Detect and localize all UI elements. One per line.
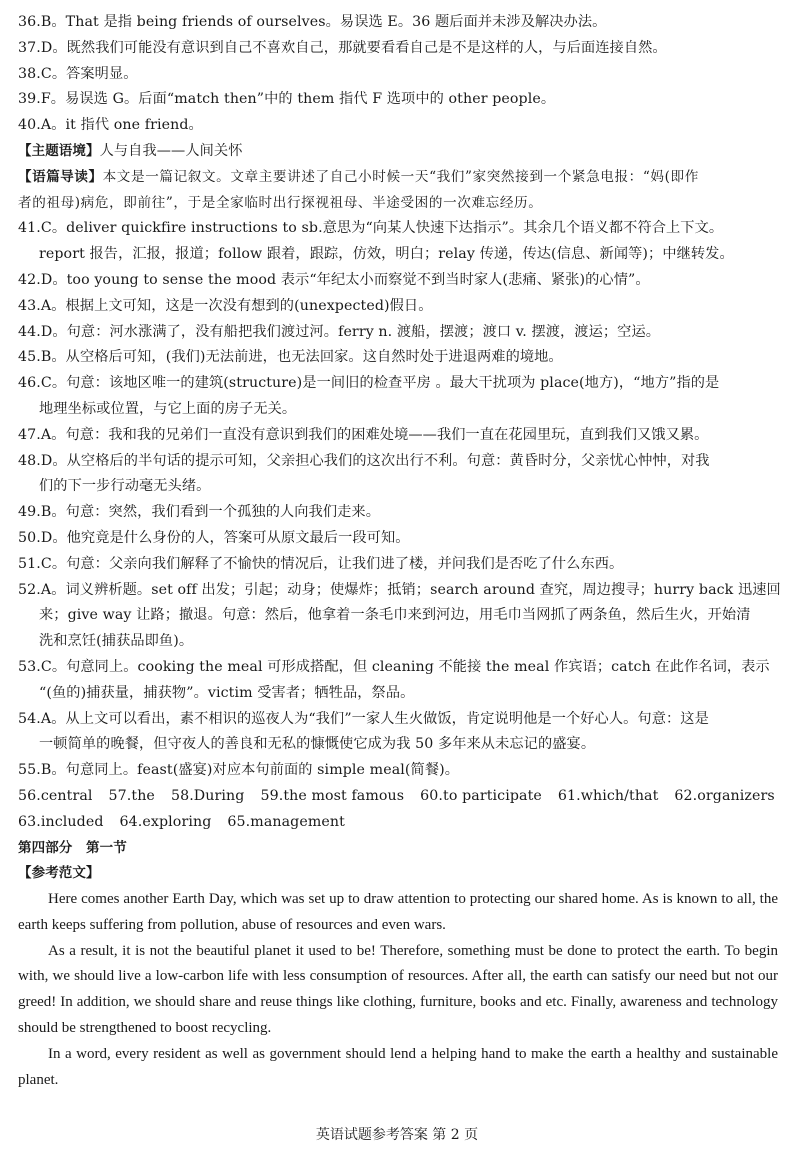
fill-answer-59: 59.the most famous (260, 787, 405, 804)
guide-label: 【语篇导读】 (18, 168, 103, 185)
fill-answer-63: 63.included (18, 813, 104, 830)
essay-paragraph-1: Here comes another Earth Day, which was set up to draw attention to protecting our shared home. As is known to all, the earth keeps suffering from pollution, abuse of resources and even wars. (18, 891, 778, 933)
answer-52-cont-2: 洗和烹饪(捕获品即鱼)。 (39, 633, 194, 650)
answer-46-cont: 地理坐标或位置，与它上面的房子无关。 (39, 400, 297, 417)
answer-38: 38.C。答案明显。 (18, 65, 138, 82)
answer-39: 39.F。易误选 G。后面“match then”中的 them 指代 F 选项中的 other people。 (18, 91, 556, 108)
answer-key-page (18, 10, 781, 1093)
theme-text: 人与自我——人间关怀 (99, 142, 243, 159)
answer-49: 49.B。句意：突然，我们看到一个孤独的人向我们走来。 (18, 504, 381, 521)
answer-43: 43.A。根据上文可知，这是一次没有想到的(unexpected)假日。 (18, 297, 433, 314)
answer-46: 46.C。句意：该地区唯一的建筑(structure)是一间旧的检查平房 。最大干扰项为 place(地方)，“地方”指的是 (18, 375, 720, 392)
answer-50: 50.D。他究竟是什么身份的人，答案可从原文最后一段可知。 (18, 529, 410, 546)
guide-line-1 (18, 165, 778, 191)
answer-44: 44.D。句意：河水涨满了，没有船把我们渡过河。ferry n. 渡船，摆渡；渡口 v. 摆渡，渡运；空运。 (18, 323, 661, 340)
fill-answers-row-1 (18, 784, 778, 810)
fill-answer-60: 60.to participate (420, 787, 542, 804)
sample-essay-label: 【参考范文】 (18, 865, 100, 882)
theme-context (18, 139, 778, 165)
answer-41: 41.C。deliver quickfire instructions to sb.意思为“向某人快速下达指示”。其余几个语义都不符合上下文。 (18, 220, 724, 237)
guide-text-1: 本文是一篇记叙文。文章主要讲述了自己小时候一天“我们”家突然接到一个紧急电报：“妈(即作 (102, 168, 699, 185)
answer-48-cont: 们的下一步行动毫无头绪。 (39, 478, 211, 495)
fill-answer-57: 57.the (108, 787, 155, 804)
fill-answer-58: 58.During (170, 787, 245, 804)
answer-42: 42.D。too young to sense the mood 表示“年纪太小而察觉不到当时家人(悲痛、紧张)的心情”。 (18, 271, 650, 288)
answer-45: 45.B。从空格后可知，(我们)无法前进，也无法回家。这自然时处于进退两难的境地。 (18, 349, 563, 366)
answer-48: 48.D。从空格后的半句话的提示可知，父亲担心我们的这次出行不利。句意：黄昏时分，父亲忧心忡忡，对我 (18, 452, 710, 469)
answer-55: 55.B。句意同上。feast(盛宴)对应本句前面的 simple meal(简餐)。 (18, 762, 460, 779)
answer-40: 40.A。it 指代 one friend。 (18, 117, 203, 134)
answer-37: 37.D。既然我们可能没有意识到自己不喜欢自己，那就要看看自己是不是这样的人，与后面连接自然。 (18, 39, 667, 56)
fill-answer-61: 61.which/that (557, 787, 659, 804)
answer-54: 54.A。从上文可以看出，素不相识的巡夜人为“我们”一家人生火做饭，肯定说明他是一个好心人。句意：这是 (18, 710, 709, 727)
answer-41-cont: report 报告，汇报，报道；follow 跟着，跟踪，仿效，明白；relay 传递，传达(信息、新闻等)；中继转发。 (39, 246, 734, 263)
answer-47: 47.A。句意：我和我的兄弟们一直没有意识到我们的困难处境——我们一直在花园里玩，直到我们又饿又累。 (18, 426, 709, 443)
fill-answers-row-2 (18, 810, 778, 836)
essay-paragraph-2: As a result, it is not the beautiful planet it used to be! Therefore, something must be done to protect the earth. To begin with, we should live a low-carbon life with less consumption of resources. After all, the earth can satisfy our need but not our greed! In addition, we should share and reuse things like clothing, furniture, books and etc. Finally, awareness and technology should be strengthened to boost recycling. (18, 942, 778, 1037)
page-footer: 英语试题参考答案 第 2 页 (315, 1127, 479, 1143)
theme-label: 【主题语境】 (18, 142, 100, 159)
answer-52-cont-1: 来；give way 让路；撤退。句意：然后，他拿着一条毛巾来到河边，用毛巾当网抓了两条鱼，然后生火，开始清 (39, 607, 751, 624)
fill-answer-56: 56.central (18, 787, 93, 804)
part-four-heading: 第四部分 第一节 (18, 839, 127, 856)
answer-53: 53.C。句意同上。cooking the meal 可形成搭配，但 cleaning 不能接 the meal 作宾语；catch 在此作名词，表示 (18, 658, 770, 675)
fill-answer-62: 62.organizers (674, 787, 775, 804)
essay-paragraph-3: In a word, every resident as well as government should lend a helping hand to make the earth a healthy and sustainable planet. (18, 1045, 778, 1088)
answer-36: 36.B。That 是指 being friends of ourselves。易误选 E。36 题后面并未涉及解决办法。 (18, 14, 607, 30)
fill-answer-65: 65.management (227, 813, 345, 830)
fill-answer-64: 64.exploring (119, 813, 212, 830)
answer-52: 52.A。词义辨析题。set off 出发；引起；动身；使爆炸；抵销；search around 查究，周边搜寻；hurry back 迅速回 (18, 581, 781, 598)
answer-54-cont: 一顿简单的晚餐，但守夜人的善良和无私的慷慨使它成为我 50 多年来从未忘记的盛宴。 (39, 736, 596, 753)
answer-53-cont: “(鱼的)捕获量，捕获物”。victim 受害者；牺牲品，祭品。 (39, 684, 415, 701)
answer-51: 51.C。句意：父亲向我们解释了不愉快的情况后，让我们进了楼，并问我们是否吃了什么东西。 (18, 555, 624, 572)
guide-line-2: 者的祖母)病危，即前往”，于是全家临时出行探视祖母、半途受困的一次难忘经历。 (18, 194, 543, 211)
